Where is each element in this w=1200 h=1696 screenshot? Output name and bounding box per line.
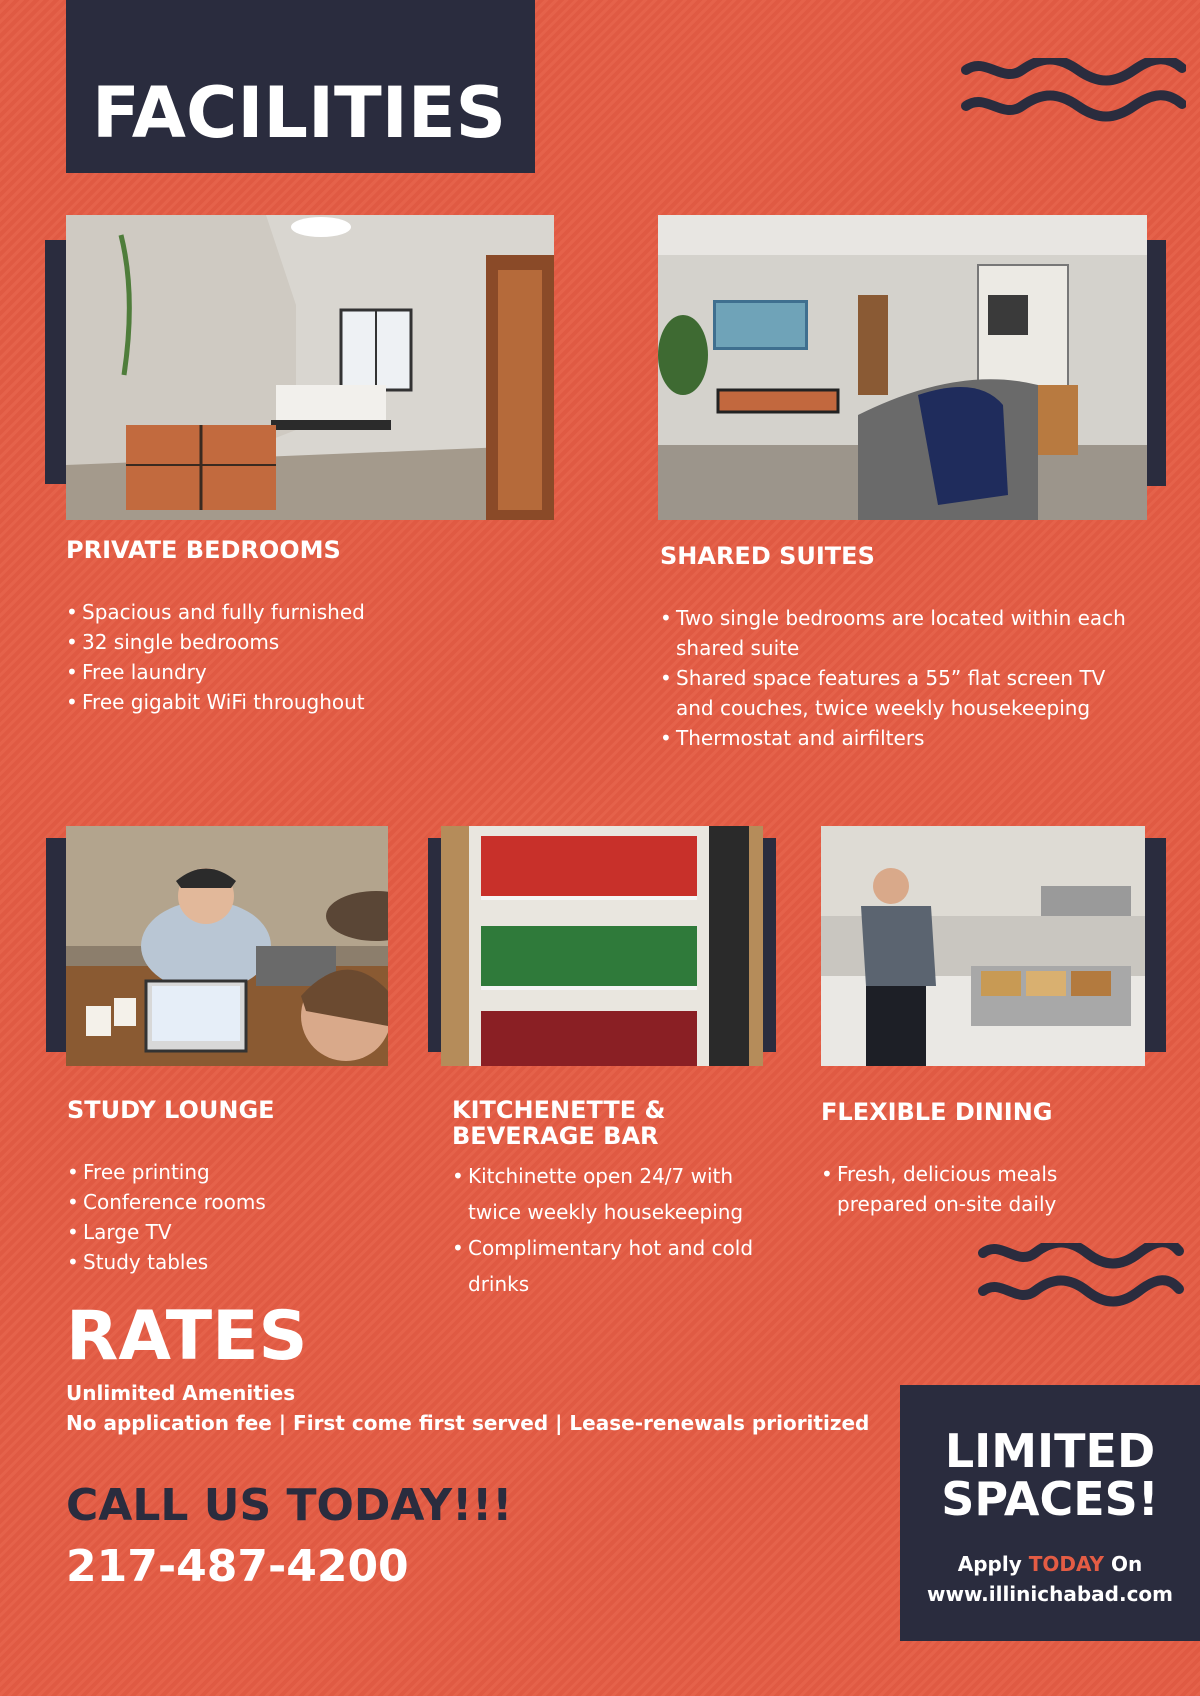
wave-decoration-bottom: [975, 1243, 1185, 1328]
list-item: • Two single bedrooms are located within each shared suite: [660, 603, 1140, 663]
call-us-heading: CALL US TODAY!!!: [66, 1480, 513, 1531]
rates-details: No application fee | First come first served | Lease-renewals prioritized: [66, 1411, 870, 1435]
list-item: • Free gigabit WiFi throughout: [66, 687, 526, 717]
limited-spaces-box: [900, 1385, 1200, 1641]
accent-bar: [45, 240, 67, 484]
list-item: • Complimentary hot and cold drinks: [452, 1230, 792, 1302]
section-heading: FLEXIBLE DINING: [821, 1098, 1053, 1126]
flexible-dining-list: [821, 1159, 1151, 1219]
list-item: • Conference rooms: [67, 1187, 367, 1217]
study-lounge-list: [67, 1157, 367, 1277]
list-item: • Thermostat and airfilters: [660, 723, 1140, 753]
page-title: FACILITIES: [92, 72, 507, 154]
shared-suites-list: [660, 603, 1140, 753]
section-heading: STUDY LOUNGE: [67, 1096, 275, 1124]
shared-suite-photo: [658, 215, 1147, 520]
apply-line: [900, 1552, 1200, 1576]
website-link[interactable]: www.illinichabad.com: [926, 1582, 1173, 1606]
kitchenette-list: [452, 1158, 792, 1302]
list-item: • Kitchinette open 24/7 with twice weekly housekeeping: [452, 1158, 792, 1230]
section-heading: SHARED SUITES: [660, 542, 875, 570]
apply-highlight: TODAY: [1028, 1552, 1105, 1576]
heading-line: BEVERAGE BAR: [452, 1122, 659, 1151]
heading-line: KITCHENETTE &: [452, 1096, 666, 1124]
list-item: • Free laundry: [66, 657, 526, 687]
list-item: • Shared space features a 55” flat screen TV and couches, twice weekly housekeeping: [660, 663, 1140, 723]
list-item: • 32 single bedrooms: [66, 627, 526, 657]
apply-suffix: On: [1111, 1552, 1143, 1576]
section-heading: [452, 1097, 665, 1150]
wave-decoration-top: [958, 58, 1186, 148]
beverage-fridge-photo: [441, 826, 763, 1066]
rates-amenities: Unlimited Amenities: [66, 1381, 296, 1405]
limited-line: SPACES!: [941, 1472, 1159, 1526]
title-banner: [66, 0, 535, 173]
apply-prefix: Apply: [957, 1552, 1022, 1576]
accent-bar: [46, 838, 68, 1052]
list-item: • Large TV: [67, 1217, 367, 1247]
rates-title: RATES: [66, 1297, 308, 1376]
accent-bar: [1146, 240, 1166, 486]
private-bedrooms-list: [66, 597, 526, 717]
dining-photo: [821, 826, 1145, 1066]
limited-spaces-title: [900, 1424, 1200, 1526]
limited-line: LIMITED: [944, 1424, 1156, 1478]
accent-bar: [1144, 838, 1166, 1052]
list-item: • Study tables: [67, 1247, 367, 1277]
study-lounge-photo: [66, 826, 388, 1066]
list-item: • Spacious and fully furnished: [66, 597, 526, 627]
bedroom-photo: [66, 215, 554, 520]
section-heading: PRIVATE BEDROOMS: [66, 536, 341, 564]
list-item: • Fresh, delicious meals prepared on-site daily: [821, 1159, 1151, 1219]
phone-number[interactable]: 217-487-4200: [66, 1541, 409, 1592]
list-item: • Free printing: [67, 1157, 367, 1187]
